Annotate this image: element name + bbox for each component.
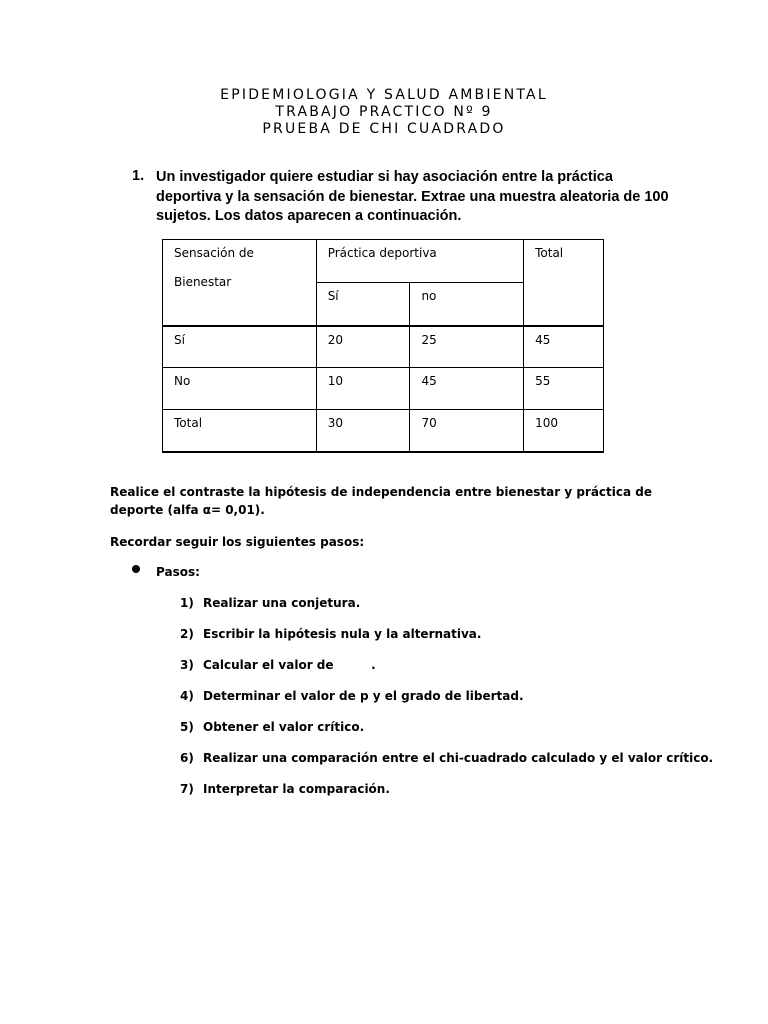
step-text: Calcular el valor de .: [203, 658, 376, 672]
step-number: 5): [180, 720, 194, 734]
row-label: No: [163, 368, 317, 410]
table-cell: 20: [316, 326, 410, 368]
reminder-text: Recordar seguir los siguientes pasos:: [110, 535, 365, 549]
table-row: [163, 368, 604, 410]
table-cell: 45: [410, 368, 524, 410]
table-cell: 10: [316, 368, 410, 410]
step-number: 4): [180, 689, 194, 703]
row-variable-label-line2: Bienestar: [174, 275, 232, 289]
table-cell: 30: [316, 410, 410, 452]
table-row: [163, 410, 604, 452]
page-subtitle: TRABAJO PRACTICO Nº 9: [275, 104, 493, 120]
step-number: 6): [180, 751, 194, 765]
step-text: Interpretar la comparación.: [203, 782, 390, 796]
step-text: Obtener el valor crítico.: [203, 720, 365, 734]
row-variable-label-line1: Sensación de: [174, 246, 254, 260]
table-header-row: [163, 240, 604, 283]
steps-title: Pasos:: [156, 565, 200, 579]
table-cell: 25: [410, 326, 524, 368]
step-text: Escribir la hipótesis nula y la alternativa.: [203, 627, 482, 641]
step-number: 3): [180, 658, 194, 672]
step-text: Determinar el valor de p y el grado de libertad.: [203, 689, 524, 703]
step-number: 7): [180, 782, 194, 796]
page-topic: PRUEBA DE CHI CUADRADO: [262, 121, 506, 137]
row-label: Total: [163, 410, 317, 452]
total-header: Total: [524, 240, 604, 326]
step-number: 2): [180, 627, 194, 641]
table-cell: 45: [524, 326, 604, 368]
step-text: Realizar una comparación entre el chi-cuadrado calculado y el valor crítico.: [203, 751, 714, 765]
contingency-table: [162, 239, 604, 453]
table-row: [163, 326, 604, 368]
table-cell: 70: [410, 410, 524, 452]
step-text: Realizar una conjetura.: [203, 596, 361, 610]
subheader-si: Sí: [316, 283, 410, 326]
column-group-header: Práctica deportiva: [316, 240, 523, 283]
table-cell: 100: [524, 410, 604, 452]
table-cell: 55: [524, 368, 604, 410]
question-number: 1.: [132, 168, 145, 184]
subheader-no: no: [410, 283, 524, 326]
row-label: Sí: [163, 326, 317, 368]
step-number: 1): [180, 596, 194, 610]
question-text: Un investigador quiere estudiar si hay asociación entre la práctica deportiva y la sensación de bienestar. Extrae una muestra aleatoria de 100 sujetos. Los datos aparecen a continuación.: [156, 169, 669, 224]
bullet-icon: [132, 565, 140, 573]
row-variable-header: [163, 240, 317, 326]
instruction-text: Realice el contraste la hipótesis de independencia entre bienestar y práctica de deporte (alfa α= 0,01).: [110, 485, 653, 517]
page-title: EPIDEMIOLOGIA Y SALUD AMBIENTAL: [220, 87, 548, 103]
